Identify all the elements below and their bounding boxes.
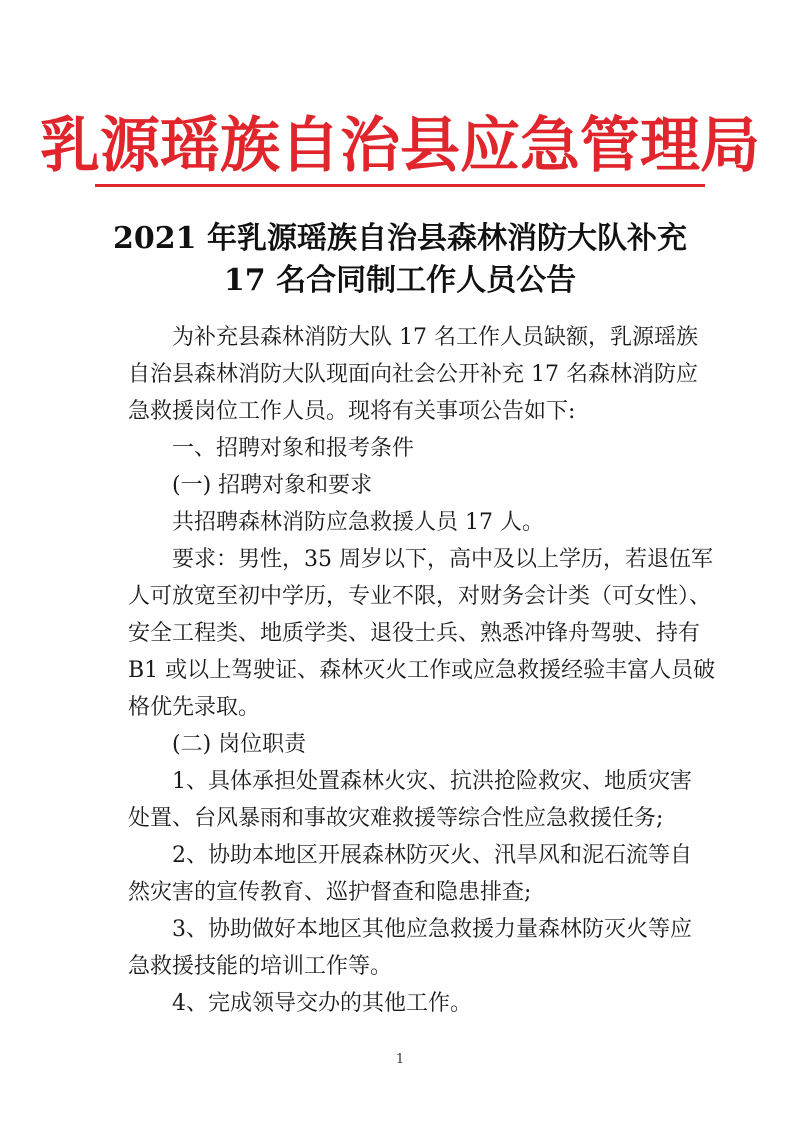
intro-line: 自治县森林消防大队现面向社会公开补充 17 名森林消防应 (128, 362, 698, 387)
intro-line: 急救援岗位工作人员。现将有关事项公告如下: (128, 399, 576, 424)
requirements-line: B1 或以上驾驶证、森林灭火工作或应急救援经验丰富人员破 (128, 658, 716, 683)
title-line-1: 2021 年乳源瑶族自治县森林消防大队补充 (113, 221, 687, 256)
duty-line: 2、协助本地区开展森林防灭火、汛旱风和泥石流等自 (172, 843, 692, 868)
title-line-2: 17 名合同制工作人员公告 (223, 263, 577, 298)
subsection-heading: (一) 招聘对象和要求 (172, 473, 373, 498)
document-title (0, 218, 800, 302)
requirements-line: 格优先录取。 (128, 695, 261, 720)
intro-line: 为补充县森林消防大队 17 名工作人员缺额，乳源瑶族 (172, 325, 698, 350)
duty-line: 急救援技能的培训工作等。 (128, 954, 393, 979)
subsection-heading: (二) 岗位职责 (172, 732, 307, 757)
duty-line: 1、具体承担处置森林火灾、抗洪抢险救灾、地质灾害 (172, 769, 692, 794)
duty-line: 然灾害的宣传教育、巡护督查和隐患排查; (128, 880, 532, 905)
duty-line: 4、完成领导交办的其他工作。 (172, 991, 472, 1016)
requirements-line: 安全工程类、地质学类、退役士兵、熟悉冲锋舟驾驶、持有 (128, 621, 701, 646)
header-divider (95, 184, 705, 187)
duty-line: 处置、台风暴雨和事故灾难救援等综合性应急救援任务; (128, 806, 664, 831)
paragraph-line: 共招聘森林消防应急救援人员 17 人。 (172, 510, 544, 535)
section-heading: 一、招聘对象和报考条件 (172, 436, 415, 461)
document-body (128, 319, 716, 1022)
requirements-line: 要求：男性，35 周岁以下，高中及以上学历，若退伍军 (172, 547, 713, 572)
requirements-line: 人可放宽至初中学历，专业不限，对财务会计类（可女性）、 (128, 584, 712, 609)
organization-header: 乳源瑶族自治县应急管理局 (40, 111, 760, 181)
duty-line: 3、协助做好本地区其他应急救援力量森林防灭火等应 (172, 917, 692, 942)
page-number: 1 (395, 1052, 405, 1067)
